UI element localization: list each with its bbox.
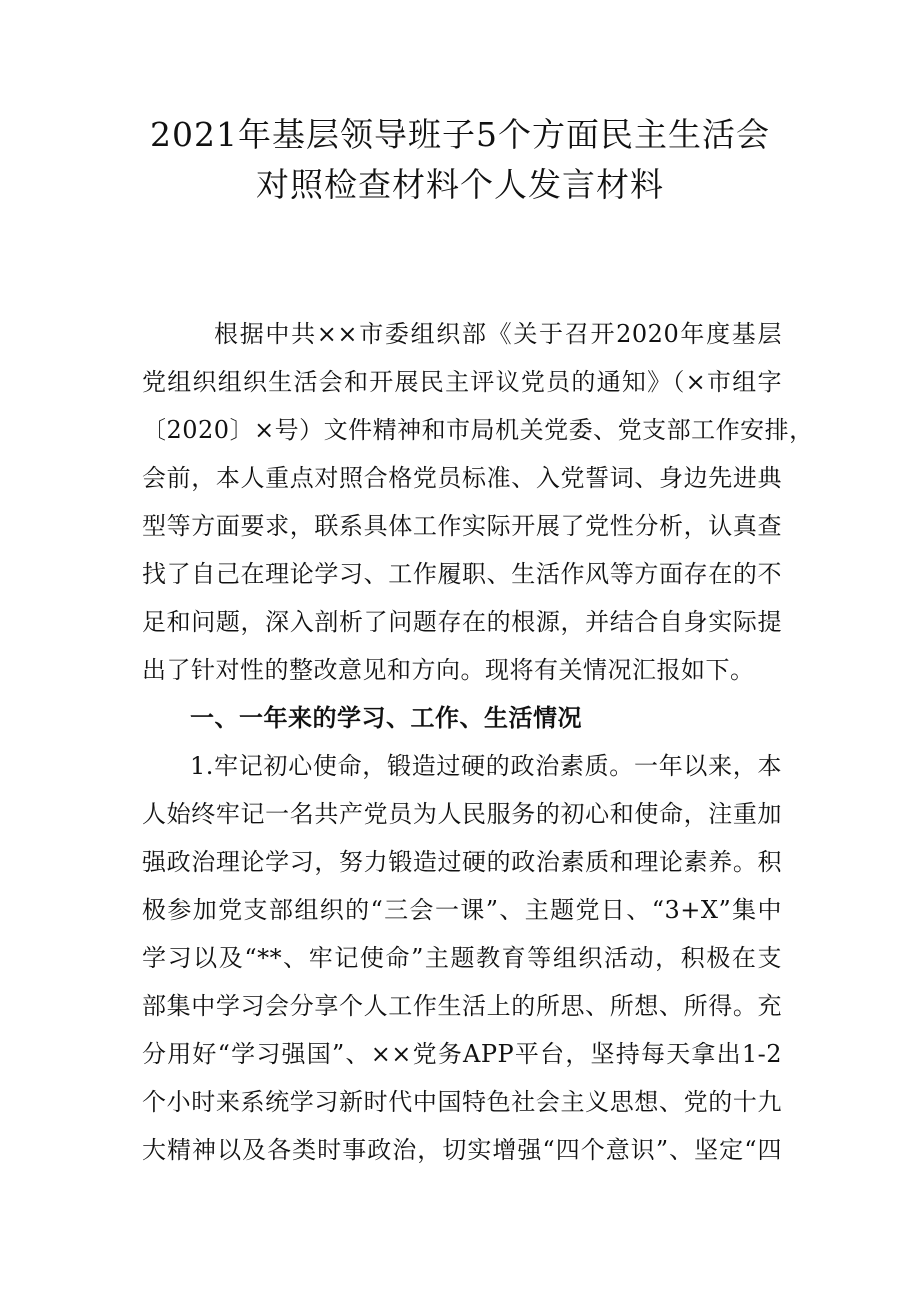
section-line: 人始终牢记一名共产党员为人民服务的初心和使命，注重加 <box>142 800 782 828</box>
section-line: 个小时来系统学习新时代中国特色社会主义思想、党的十九 <box>142 1088 782 1116</box>
section-line: 学习以及“**、牢记使命”主题教育等组织活动，积极在支 <box>142 944 782 972</box>
intro-line: 型等方面要求，联系具体工作实际开展了党性分析，认真查 <box>142 512 782 540</box>
title-line-2: 对照检查材料个人发言材料 <box>256 165 664 204</box>
section-line: 大精神以及各类时事政治，切实增强“四个意识”、坚定“四 <box>142 1136 782 1164</box>
intro-line: 会前，本人重点对照合格党员标准、入党誓词、身边先进典 <box>142 464 782 492</box>
section-line: 部集中学习会分享个人工作生活上的所思、所想、所得。充 <box>142 992 782 1020</box>
document-body <box>142 310 814 1174</box>
section-line: 1.牢记初心使命，锻造过硬的政治素质。一年以来，本 <box>190 752 782 780</box>
section-line: 分用好“学习强国”、××党务APP平台，坚持每天拿出1-2 <box>142 1040 782 1068</box>
document-title <box>120 110 800 210</box>
intro-line: 根据中共××市委组织部《关于召开2020年度基层 <box>214 320 782 348</box>
intro-line: 党组织组织生活会和开展民主评议党员的通知》（×市组字 <box>142 368 782 396</box>
intro-line: 足和问题，深入剖析了问题存在的根源，并结合自身实际提 <box>142 608 782 636</box>
intro-line: 找了自己在理论学习、工作履职、生活作风等方面存在的不 <box>142 560 782 588</box>
section-line: 极参加党支部组织的“三会一课”、主题党日、“3+X”集中 <box>142 896 782 924</box>
title-line-1: 2021年基层领导班子5个方面民主生活会 <box>150 115 770 154</box>
intro-line: 〔2020〕×号）文件精神和市局机关党委、党支部工作安排， <box>142 416 814 444</box>
section-heading: 一、一年来的学习、工作、生活情况 <box>190 704 582 732</box>
section-line: 强政治理论学习，努力锻造过硬的政治素质和理论素养。积 <box>142 848 782 876</box>
intro-line: 出了针对性的整改意见和方向。现将有关情况汇报如下。 <box>142 656 755 684</box>
